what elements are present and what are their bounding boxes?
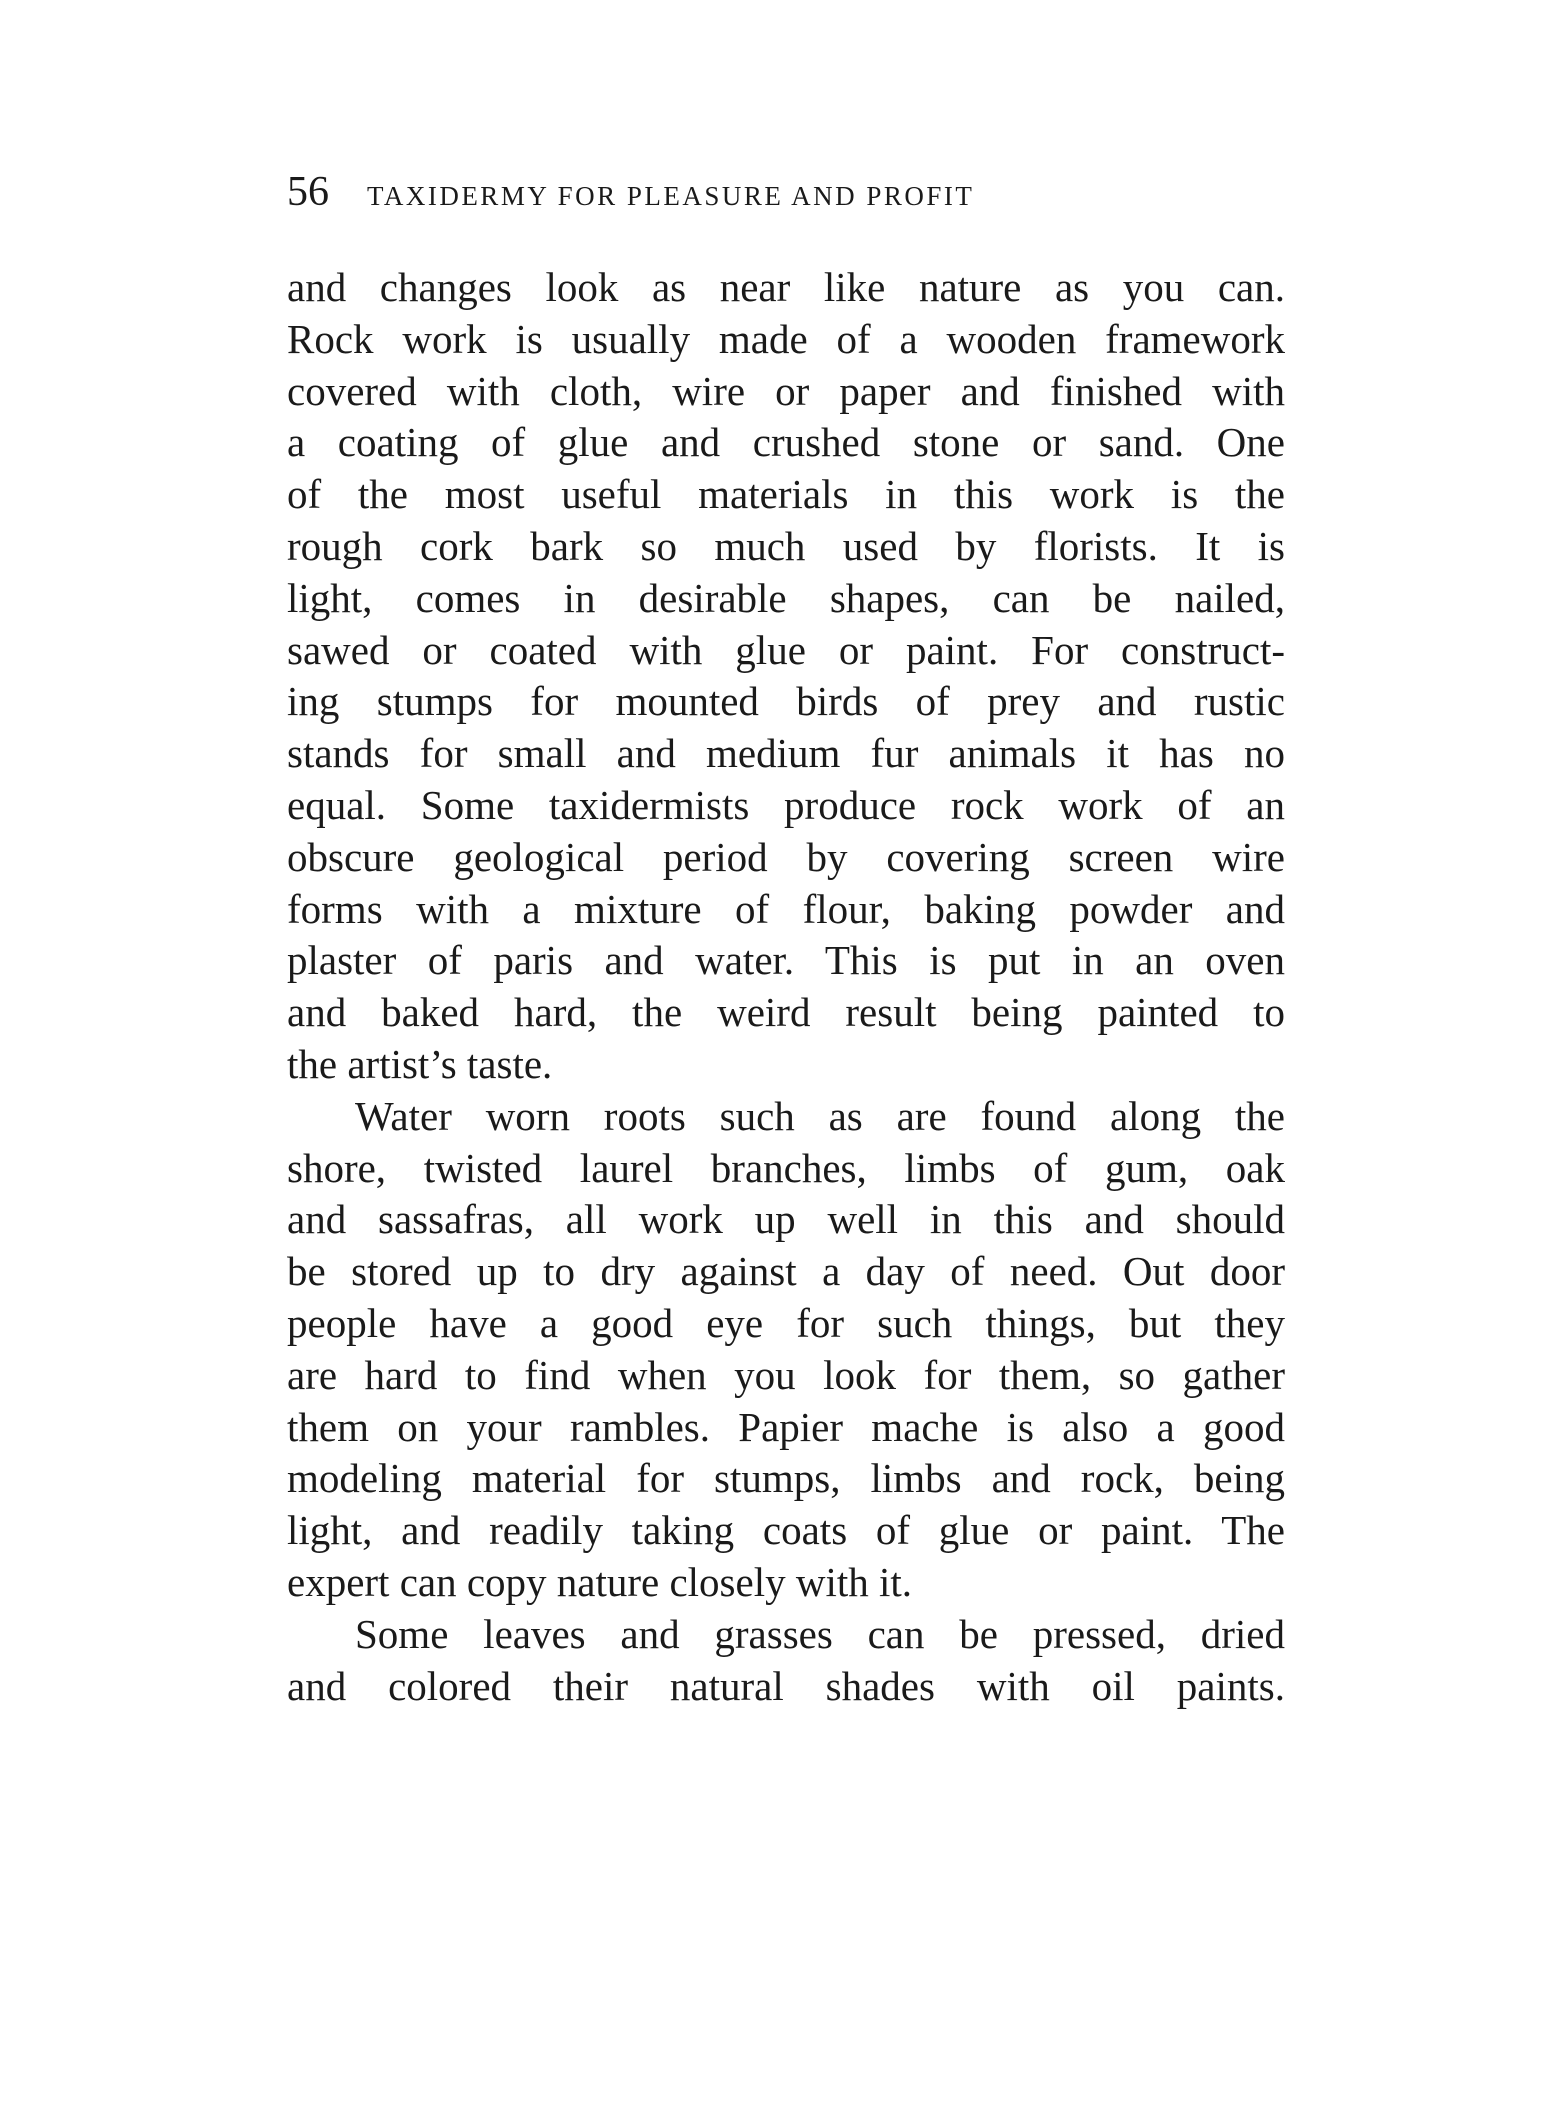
text-line: Water worn roots such as are found along the bbox=[355, 1092, 1285, 1139]
text-line: and sassafras, all work up well in this and should bbox=[287, 1196, 1285, 1243]
text-line: light, and readily taking coats of glue or paint. The bbox=[287, 1507, 1285, 1554]
text-line: Some leaves and grasses can be pressed, dried bbox=[355, 1610, 1285, 1657]
text-line: people have a good eye for such things, but they bbox=[287, 1299, 1285, 1346]
running-title: TAXIDERMY FOR PLEASURE AND PROFIT bbox=[367, 181, 975, 211]
text-line: modeling material for stumps, limbs and rock, being bbox=[287, 1455, 1285, 1502]
text-line: ing stumps for mounted birds of prey and rustic bbox=[287, 678, 1285, 725]
page-number: 56 bbox=[287, 169, 329, 215]
paragraph-3 bbox=[287, 1609, 1285, 1713]
text-line: equal. Some taxidermists produce rock work of an bbox=[287, 781, 1285, 828]
text-line: a coating of glue and crushed stone or sand. One bbox=[287, 419, 1285, 466]
paragraph-2 bbox=[287, 1091, 1285, 1609]
text-line: and changes look as near like nature as you can. bbox=[287, 264, 1285, 310]
text-line: stands for small and medium fur animals it has no bbox=[287, 730, 1285, 777]
text-line: Rock work is usually made of a wooden framework bbox=[287, 315, 1285, 362]
text-line: expert can copy nature closely with it. bbox=[287, 1558, 913, 1605]
text-line: and colored their natural shades with oil paints. bbox=[287, 1662, 1285, 1709]
text-line: obscure geological period by covering screen wire bbox=[287, 833, 1285, 880]
paragraph-1 bbox=[287, 262, 1285, 1091]
text-line: them on your rambles. Papier mache is also a good bbox=[287, 1403, 1285, 1450]
running-head bbox=[287, 168, 1287, 218]
text-line: plaster of paris and water. This is put in an oven bbox=[287, 937, 1285, 984]
text-line: be stored up to dry against a day of need. Out door bbox=[287, 1248, 1285, 1295]
body-text bbox=[287, 262, 1285, 1712]
text-line: sawed or coated with glue or paint. For construct- bbox=[287, 626, 1285, 673]
text-line: are hard to find when you look for them, so gather bbox=[287, 1351, 1285, 1398]
text-line: forms with a mixture of flour, baking powder and bbox=[287, 885, 1285, 932]
text-line: of the most useful materials in this work is the bbox=[287, 471, 1285, 518]
text-line: covered with cloth, wire or paper and finished with bbox=[287, 367, 1285, 414]
text-line: shore, twisted laurel branches, limbs of gum, oak bbox=[287, 1144, 1285, 1191]
text-line: rough cork bark so much used by florists. It is bbox=[287, 522, 1285, 569]
text-line: the artist’s taste. bbox=[287, 1040, 553, 1087]
text-line: and baked hard, the weird result being painted to bbox=[287, 989, 1285, 1036]
text-line: light, comes in desirable shapes, can be nailed, bbox=[287, 574, 1285, 621]
